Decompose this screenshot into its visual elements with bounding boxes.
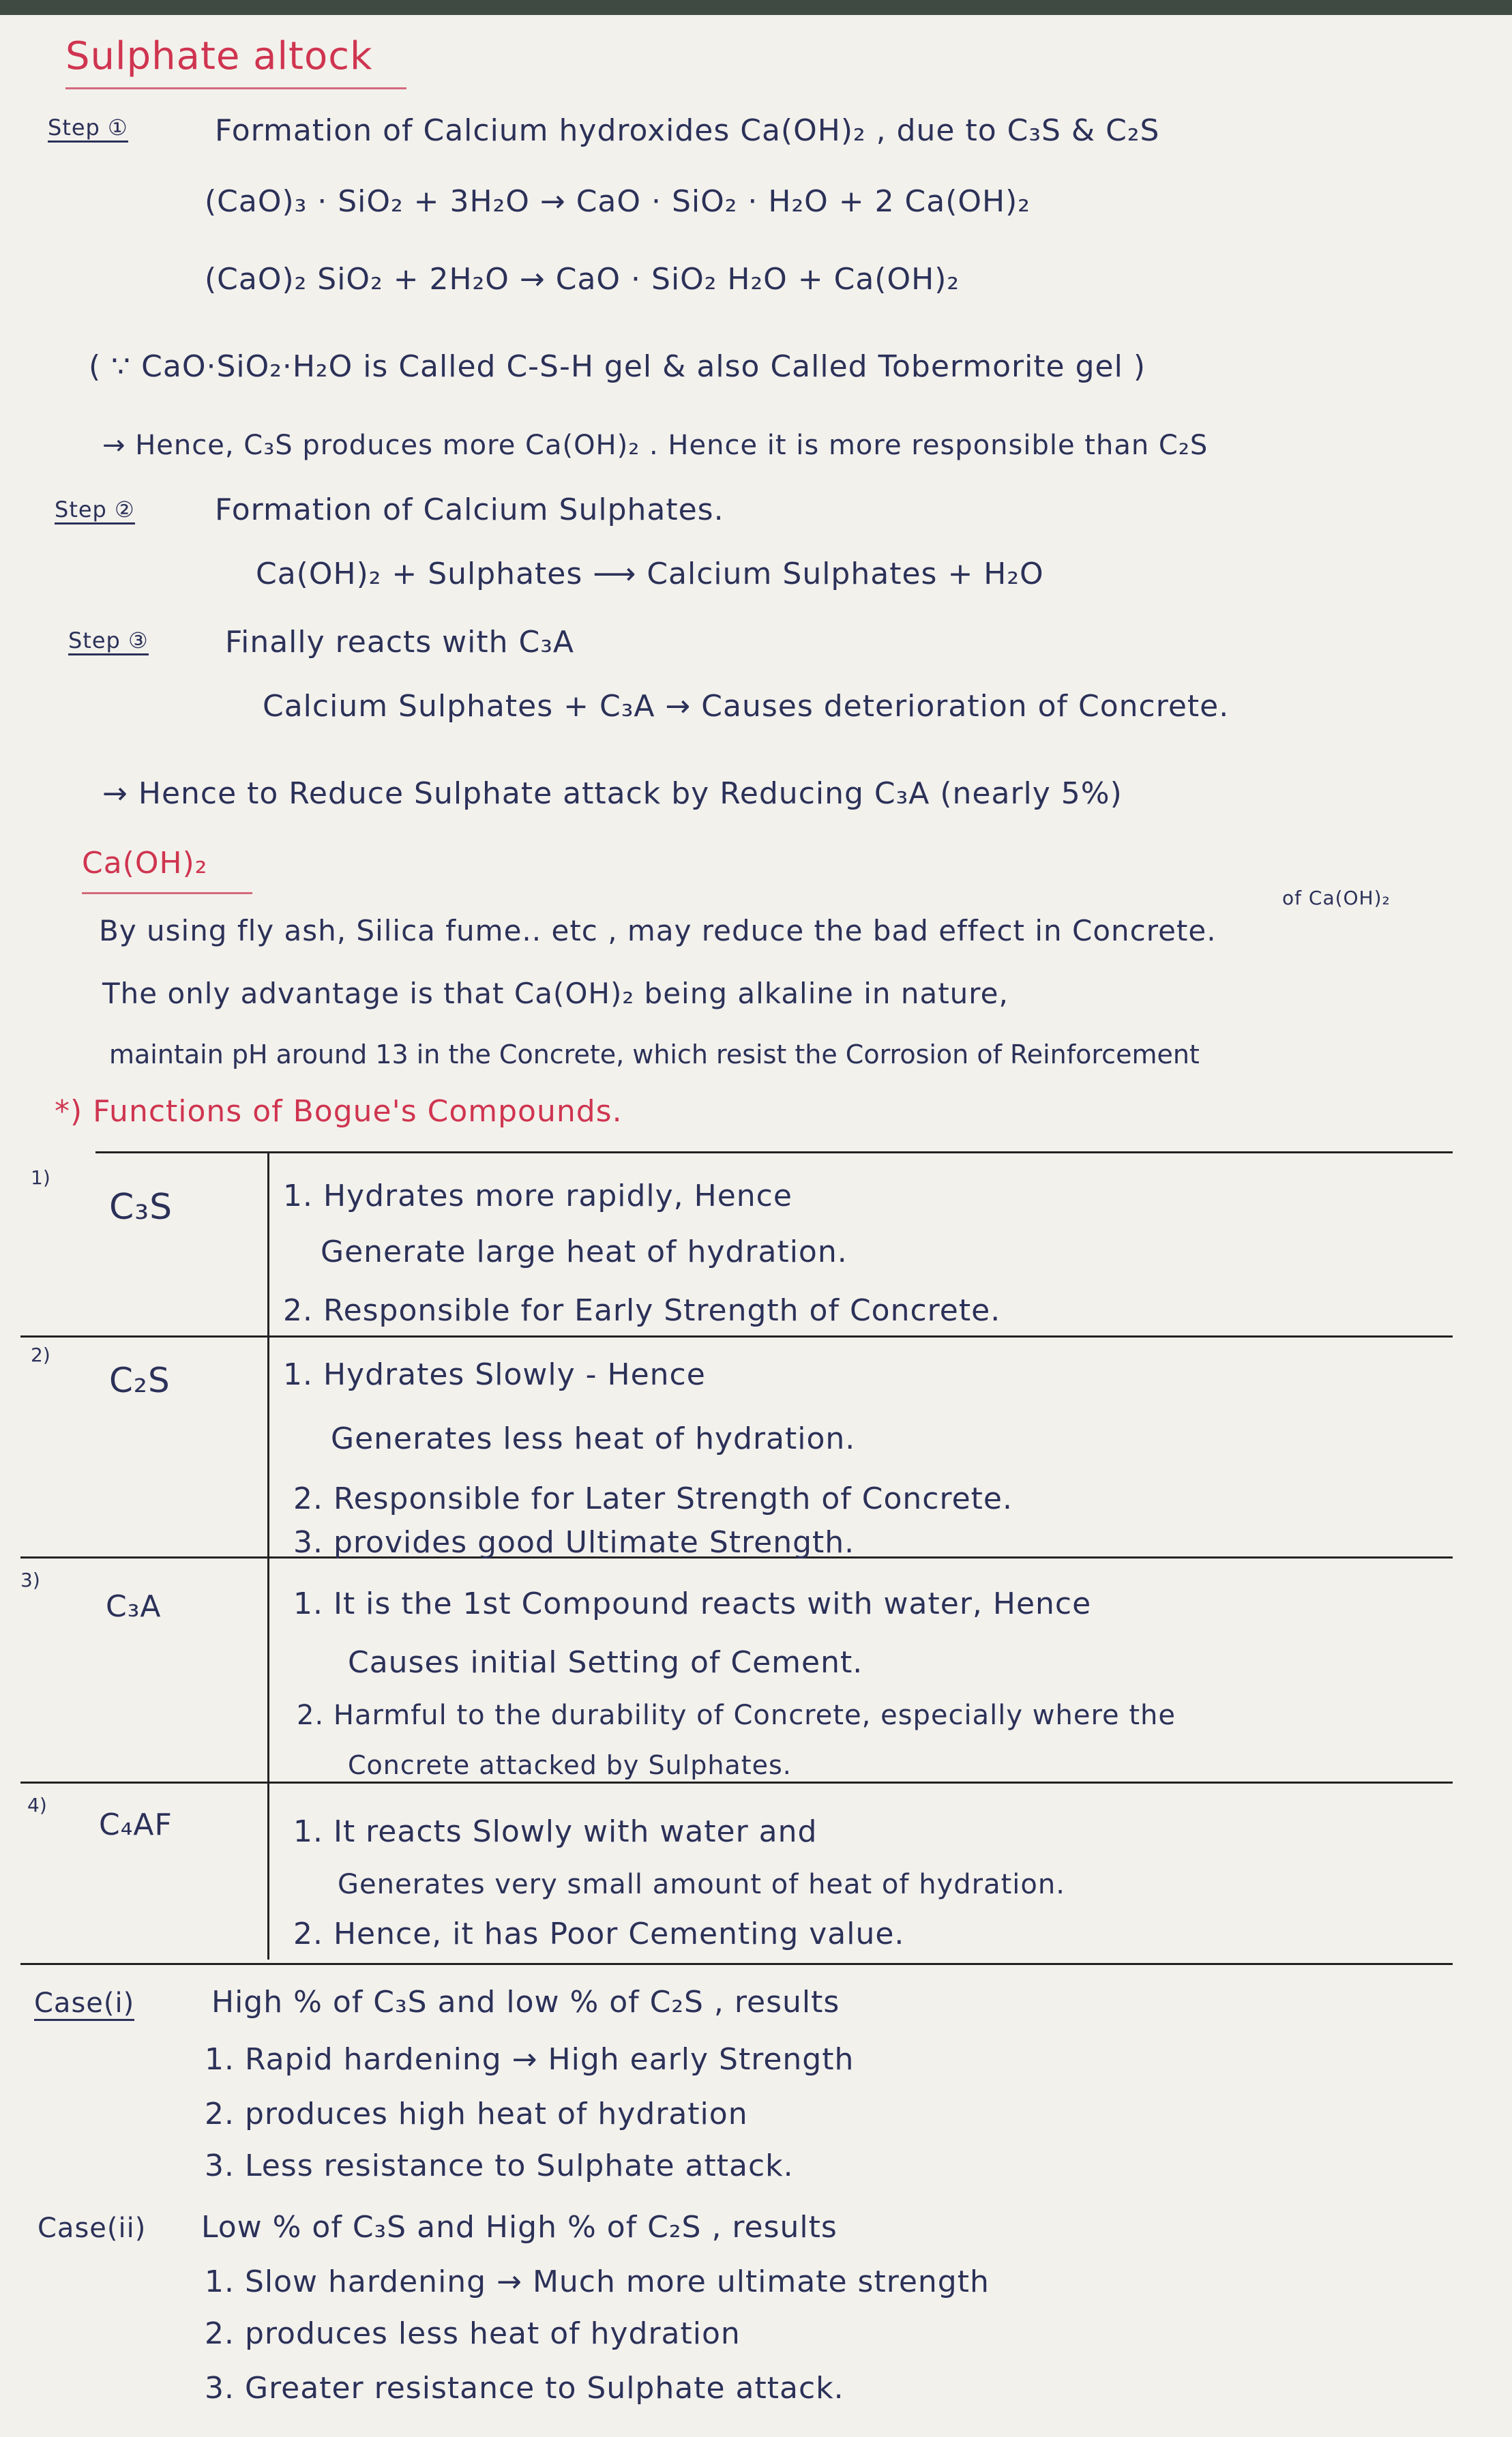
title-underline — [65, 87, 406, 89]
caoh-superscript: of Ca(OH)₂ — [1282, 887, 1391, 909]
row-number: 1) — [31, 1166, 50, 1189]
function-line: Causes initial Setting of Cement. — [348, 1645, 863, 1680]
compound-name: C₂S — [109, 1361, 171, 1400]
case-2-line: 2. produces less heat of hydration — [205, 2316, 741, 2351]
step2-label: Step ② — [55, 497, 135, 525]
row-number: 4) — [27, 1794, 47, 1816]
caoh-underline — [82, 892, 252, 894]
function-line: 3. provides good Ultimate Strength. — [293, 1525, 855, 1560]
step2-text: Formation of Calcium Sulphates. — [215, 492, 724, 527]
page-title: Sulphate altock — [65, 34, 373, 78]
case-1-line: 1. Rapid hardening → High early Strength — [205, 2042, 855, 2077]
equation-1: (CaO)₃ · SiO₂ + 3H₂O → CaO · SiO₂ · H₂O + 2 Ca(OH)₂ — [205, 184, 1031, 219]
table-top-border — [95, 1151, 1453, 1153]
row-divider — [20, 1782, 1453, 1784]
case-1-line: 2. produces high heat of hydration — [205, 2097, 748, 2131]
function-line: 2. Harmful to the durability of Concrete, especially where the — [297, 1700, 1176, 1731]
function-line: 1. It is the 1st Compound reacts with water, Hence — [293, 1586, 1092, 1621]
case-1-text: High % of C₃S and low % of C₂S , results — [211, 1985, 840, 2020]
function-line: 1. It reacts Slowly with water and — [293, 1814, 818, 1849]
compound-name: C₃A — [106, 1589, 162, 1624]
table-column-divider — [267, 1151, 269, 1960]
functions-heading: *) Functions of Bogue's Compounds. — [55, 1094, 623, 1129]
step1-label: Step ① — [48, 115, 128, 143]
row-number: 2) — [31, 1344, 50, 1366]
function-line: Generates very small amount of heat of hydration. — [338, 1869, 1065, 1900]
function-line: Generate large heat of hydration. — [321, 1235, 848, 1269]
row-divider — [20, 1335, 1453, 1338]
function-line: 2. Responsible for Early Strength of Concrete. — [283, 1293, 1001, 1328]
step3-text: Finally reacts with C₃A — [225, 625, 574, 660]
hence-reduce: → Hence to Reduce Sulphate attack by Reducing C₃A (nearly 5%) — [102, 776, 1123, 811]
compound-name: C₃S — [109, 1187, 173, 1228]
equation-2: (CaO)₂ SiO₂ + 2H₂O → CaO · SiO₂ H₂O + Ca(OH)₂ — [205, 262, 960, 297]
case-2-label: Case(ii) — [38, 2213, 147, 2244]
caoh-line-2: The only advantage is that Ca(OH)₂ being alkaline in nature, — [102, 977, 1009, 1010]
function-line: 2. Hence, it has Poor Cementing value. — [293, 1917, 905, 1951]
function-line: Generates less heat of hydration. — [331, 1421, 856, 1456]
row-number: 3) — [20, 1569, 40, 1591]
case-2-text: Low % of C₃S and High % of C₂S , results — [201, 2210, 837, 2245]
function-line: Concrete attacked by Sulphates. — [348, 1750, 792, 1780]
case-2-line: 1. Slow hardening → Much more ultimate strength — [205, 2264, 990, 2299]
row-divider — [20, 1963, 1453, 1965]
caoh-heading: Ca(OH)₂ — [82, 846, 208, 881]
case-1-line: 3. Less resistance to Sulphate attack. — [205, 2148, 794, 2183]
function-line: 2. Responsible for Later Strength of Concrete. — [293, 1481, 1013, 1516]
compound-name: C₄AF — [99, 1807, 173, 1842]
csh-note: ( ∵ CaO·SiO₂·H₂O is Called C-S-H gel & also Called Tobermorite gel ) — [89, 349, 1146, 384]
caoh-line-1: By using fly ash, Silica fume.. etc , may reduce the bad effect in Concrete. — [99, 914, 1217, 947]
scan-edge — [0, 0, 1512, 15]
function-line: 1. Hydrates more rapidly, Hence — [283, 1179, 792, 1213]
case-2-line: 3. Greater resistance to Sulphate attack. — [205, 2371, 844, 2406]
caoh-line-3: maintain pH around 13 in the Concrete, which resist the Corrosion of Reinforcement — [109, 1039, 1200, 1069]
step1-text: Formation of Calcium hydroxides Ca(OH)₂ , due to C₃S & C₂S — [215, 113, 1160, 148]
equation-3: Ca(OH)₂ + Sulphates ⟶ Calcium Sulphates + H₂O — [256, 557, 1044, 591]
step3-label: Step ③ — [68, 627, 149, 655]
function-line: 1. Hydrates Slowly - Hence — [283, 1357, 706, 1392]
hence-c3s: → Hence, C₃S produces more Ca(OH)₂ . Hence it is more responsible than C₂S — [102, 430, 1209, 461]
case-1-label: Case(i) — [34, 1988, 134, 2021]
equation-4: Calcium Sulphates + C₃A → Causes deterioration of Concrete. — [263, 689, 1230, 724]
